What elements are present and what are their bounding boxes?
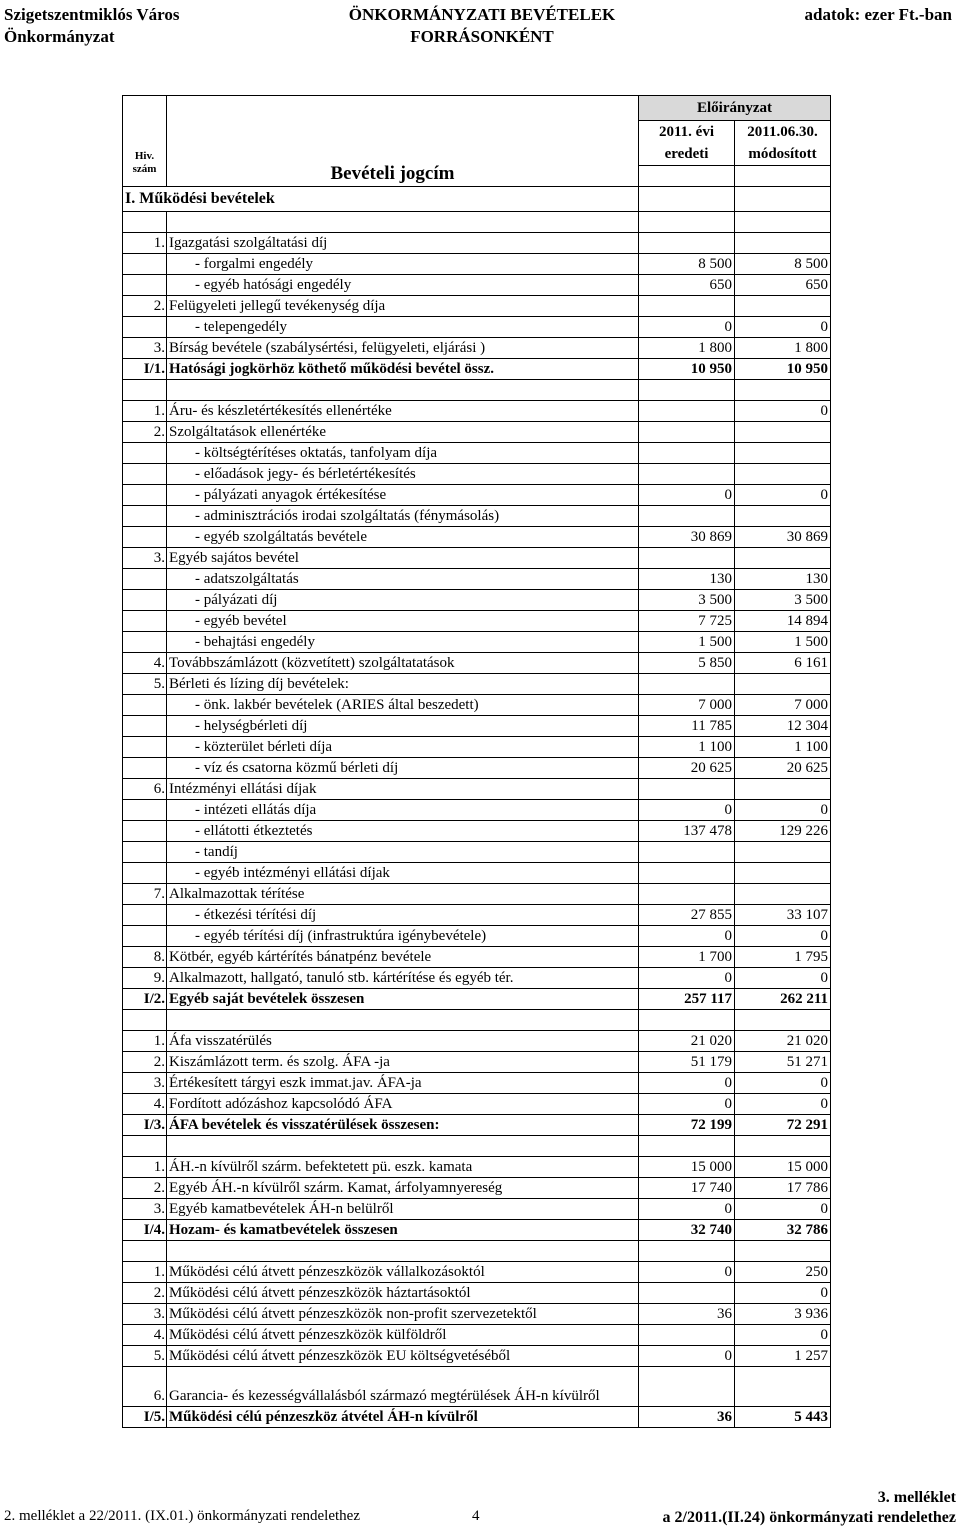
row-modified-value: 0 <box>735 401 831 422</box>
row-original-value: 137 478 <box>639 821 735 842</box>
row-modified-value: 17 786 <box>735 1178 831 1199</box>
row-original-value <box>639 548 735 569</box>
row-label: - egyéb intézményi ellátási díjak <box>167 863 639 884</box>
table-row <box>123 758 831 779</box>
row-original-value: 11 785 <box>639 716 735 737</box>
row-label: Hatósági jogkörhöz köthető működési bevétel össz. <box>167 359 639 380</box>
row-label: Garancia- és kezességvállalásból származó megtérülések ÁH-n kívülről <box>167 1367 639 1407</box>
row-modified-value: 32 786 <box>735 1220 831 1241</box>
row-original-value: 1 700 <box>639 947 735 968</box>
row-code: 5. <box>123 674 167 695</box>
row-original-value <box>639 1283 735 1304</box>
row-original-value: 0 <box>639 1073 735 1094</box>
row-code: 1. <box>123 401 167 422</box>
table-row <box>123 653 831 674</box>
table-row <box>123 863 831 884</box>
page-number: 4 <box>472 1508 480 1524</box>
row-modified-value: 6 161 <box>735 653 831 674</box>
row-label: - ellátotti étkeztetés <box>167 821 639 842</box>
table-row <box>123 548 831 569</box>
subtotal-row <box>123 359 831 380</box>
row-original-value <box>639 863 735 884</box>
row-label: Működési célú átvett pénzeszközök EU költségvetéséből <box>167 1346 639 1367</box>
row-label: - forgalmi engedély <box>167 254 639 275</box>
row-code: 2. <box>123 1052 167 1073</box>
table-row <box>123 1325 831 1346</box>
row-code: 2. <box>123 1283 167 1304</box>
row-label: Kiszámlázott term. és szolg. ÁFA -ja <box>167 1052 639 1073</box>
hiv-header <box>123 96 167 187</box>
row-original-value: 21 020 <box>639 1031 735 1052</box>
row-code: 1. <box>123 1262 167 1283</box>
row-label: - behajtási engedély <box>167 632 639 653</box>
table-row <box>123 821 831 842</box>
row-original-value: 0 <box>639 1346 735 1367</box>
row-original-value: 7 000 <box>639 695 735 716</box>
table-row <box>123 1052 831 1073</box>
spacer-row <box>123 1010 831 1031</box>
table-row <box>123 233 831 254</box>
original-col-line2: eredeti <box>664 146 709 162</box>
row-code: 1. <box>123 1031 167 1052</box>
row-code: 1. <box>123 233 167 254</box>
row-modified-value <box>735 863 831 884</box>
row-code <box>123 905 167 926</box>
row-code <box>123 800 167 821</box>
row-code: 9. <box>123 968 167 989</box>
modified-col-line1: 2011.06.30. <box>747 124 818 140</box>
table-row <box>123 779 831 800</box>
subtotal-row <box>123 1115 831 1136</box>
row-code: 6. <box>123 1367 167 1407</box>
municipality-name <box>4 4 180 48</box>
row-original-value: 0 <box>639 1199 735 1220</box>
row-modified-value: 72 291 <box>735 1115 831 1136</box>
row-modified-value <box>735 1367 831 1407</box>
row-label: Áfa visszatérülés <box>167 1031 639 1052</box>
table-row <box>123 968 831 989</box>
row-label: ÁH.-n kívülről szárm. befektetett pü. eszk. kamata <box>167 1157 639 1178</box>
table-row <box>123 632 831 653</box>
table-row <box>123 611 831 632</box>
row-code: 2. <box>123 296 167 317</box>
row-label: Működési célú átvett pénzeszközök vállalkozásoktól <box>167 1262 639 1283</box>
row-label: Egyéb ÁH.-n kívülről szárm. Kamat, árfolyamnyereség <box>167 1178 639 1199</box>
table-row <box>123 275 831 296</box>
row-code: 2. <box>123 1178 167 1199</box>
row-modified-value <box>735 506 831 527</box>
row-code <box>123 821 167 842</box>
revenue-table-body <box>123 96 831 1428</box>
row-original-value: 0 <box>639 1094 735 1115</box>
row-original-value: 30 869 <box>639 527 735 548</box>
subtotal-row <box>123 1407 831 1428</box>
table-row <box>123 842 831 863</box>
row-label: - intézeti ellátás díja <box>167 800 639 821</box>
row-label: - egyéb térítési díj (infrastruktúra igénybevétele) <box>167 926 639 947</box>
table-row <box>123 401 831 422</box>
row-code: 3. <box>123 1073 167 1094</box>
row-code: 5. <box>123 1346 167 1367</box>
row-label: Kötbér, egyéb kártérítés bánatpénz bevétele <box>167 947 639 968</box>
row-original-value: 0 <box>639 926 735 947</box>
row-label: Értékesített tárgyi eszk immat.jav. ÁFA-ja <box>167 1073 639 1094</box>
original-col-line1: 2011. évi <box>659 124 714 140</box>
table-row <box>123 317 831 338</box>
row-label: - egyéb bevétel <box>167 611 639 632</box>
row-modified-value: 20 625 <box>735 758 831 779</box>
table-row <box>123 884 831 905</box>
table-row <box>123 1094 831 1115</box>
szam-label: szám <box>132 163 157 175</box>
table-row <box>123 1304 831 1325</box>
row-modified-value: 5 443 <box>735 1407 831 1428</box>
row-modified-value: 33 107 <box>735 905 831 926</box>
table-row <box>123 800 831 821</box>
row-original-value: 7 725 <box>639 611 735 632</box>
row-code: 3. <box>123 338 167 359</box>
row-label: Bérleti és lízing díj bevételek: <box>167 674 639 695</box>
document-title-line1: ÖNKORMÁNYZATI BEVÉTELEK <box>348 5 616 24</box>
table-row <box>123 674 831 695</box>
row-original-value: 8 500 <box>639 254 735 275</box>
table-row <box>123 485 831 506</box>
row-modified-value: 15 000 <box>735 1157 831 1178</box>
table-row <box>123 1283 831 1304</box>
original-col-header <box>639 121 735 166</box>
row-label: Működési célú átvett pénzeszközök külföldről <box>167 1325 639 1346</box>
row-original-value <box>639 884 735 905</box>
row-original-value: 257 117 <box>639 989 735 1010</box>
section-title: I. Működési bevételek <box>123 187 639 212</box>
row-original-value: 1 100 <box>639 737 735 758</box>
row-modified-value: 0 <box>735 1094 831 1115</box>
footer-annex-line2: a 2/2011.(II.24) önkormányzati rendelethez <box>662 1509 956 1526</box>
eloiranyzat-header: Előirányzat <box>639 96 831 121</box>
row-original-value: 51 179 <box>639 1052 735 1073</box>
row-original-value <box>639 422 735 443</box>
table-row <box>123 716 831 737</box>
row-original-value: 1 800 <box>639 338 735 359</box>
row-modified-value: 10 950 <box>735 359 831 380</box>
row-label: - adminisztrációs irodai szolgáltatás (fénymásolás) <box>167 506 639 527</box>
row-code <box>123 254 167 275</box>
table-row <box>123 296 831 317</box>
row-code: 8. <box>123 947 167 968</box>
table-row <box>123 443 831 464</box>
row-label: - költségtérítéses oktatás, tanfolyam díja <box>167 443 639 464</box>
row-label: - egyéb hatósági engedély <box>167 275 639 296</box>
row-label: Működési célú átvett pénzeszközök non-profit szervezetektől <box>167 1304 639 1325</box>
row-code: 4. <box>123 1094 167 1115</box>
modified-col-line2: módosított <box>748 146 817 162</box>
row-original-value: 72 199 <box>639 1115 735 1136</box>
row-modified-value: 0 <box>735 1199 831 1220</box>
section-title-row <box>123 187 831 212</box>
row-modified-value: 1 500 <box>735 632 831 653</box>
row-original-value: 10 950 <box>639 359 735 380</box>
row-label: - önk. lakbér bevételek (ARIES által beszedett) <box>167 695 639 716</box>
row-code: 6. <box>123 779 167 800</box>
row-modified-value: 1 100 <box>735 737 831 758</box>
table-row <box>123 464 831 485</box>
row-code <box>123 632 167 653</box>
row-modified-value: 650 <box>735 275 831 296</box>
row-label: - víz és csatorna közmű bérleti díj <box>167 758 639 779</box>
row-code <box>123 737 167 758</box>
row-label: Egyéb sajátos bevétel <box>167 548 639 569</box>
row-original-value <box>639 506 735 527</box>
row-original-value <box>639 779 735 800</box>
row-modified-value <box>735 548 831 569</box>
document-title <box>332 4 632 48</box>
subtotal-row <box>123 989 831 1010</box>
row-modified-value: 0 <box>735 1325 831 1346</box>
row-code <box>123 275 167 296</box>
row-original-value: 0 <box>639 800 735 821</box>
municipality-line1: Szigetszentmiklós Város <box>4 5 180 24</box>
row-label: - pályázati díj <box>167 590 639 611</box>
footer-annex-title <box>663 1488 956 1528</box>
table-row <box>123 947 831 968</box>
row-modified-value: 0 <box>735 968 831 989</box>
table-row <box>123 254 831 275</box>
row-original-value <box>639 1367 735 1407</box>
row-original-value <box>639 401 735 422</box>
spacer-row <box>123 1241 831 1262</box>
row-label: Működési célú pénzeszköz átvétel ÁH-n kívülről <box>167 1407 639 1428</box>
row-original-value: 32 740 <box>639 1220 735 1241</box>
row-modified-value: 0 <box>735 800 831 821</box>
row-label: - helységbérleti díj <box>167 716 639 737</box>
row-label: Igazgatási szolgáltatási díj <box>167 233 639 254</box>
footer-annex-note: 2. melléklet a 22/2011. (IX.01.) önkormányzati rendelethez <box>4 1508 360 1524</box>
row-label: - egyéb szolgáltatás bevétele <box>167 527 639 548</box>
row-original-value <box>639 842 735 863</box>
row-modified-value: 1 257 <box>735 1346 831 1367</box>
row-original-value: 20 625 <box>639 758 735 779</box>
row-original-value: 15 000 <box>639 1157 735 1178</box>
row-modified-value: 3 936 <box>735 1304 831 1325</box>
jogcim-header <box>167 96 639 187</box>
row-original-value <box>639 1325 735 1346</box>
row-original-value <box>639 674 735 695</box>
row-label: Hozam- és kamatbevételek összesen <box>167 1220 639 1241</box>
row-label: - étkezési térítési díj <box>167 905 639 926</box>
row-code: 3. <box>123 1304 167 1325</box>
subtotal-row <box>123 1220 831 1241</box>
table-row <box>123 905 831 926</box>
row-original-value: 36 <box>639 1304 735 1325</box>
row-modified-value: 250 <box>735 1262 831 1283</box>
row-code <box>123 443 167 464</box>
row-original-value: 3 500 <box>639 590 735 611</box>
row-modified-value: 0 <box>735 1283 831 1304</box>
row-code <box>123 569 167 590</box>
municipality-line2: Önkormányzat <box>4 27 115 46</box>
table-row <box>123 422 831 443</box>
row-modified-value <box>735 842 831 863</box>
row-code <box>123 506 167 527</box>
row-modified-value: 1 795 <box>735 947 831 968</box>
row-modified-value: 7 000 <box>735 695 831 716</box>
row-modified-value: 1 800 <box>735 338 831 359</box>
row-code <box>123 485 167 506</box>
row-original-value <box>639 464 735 485</box>
table-row <box>123 1031 831 1052</box>
table-row <box>123 1346 831 1367</box>
table-row <box>123 737 831 758</box>
row-label: Fordított adózáshoz kapcsolódó ÁFA <box>167 1094 639 1115</box>
row-modified-value <box>735 674 831 695</box>
jogcim-label: Bevételi jogcím <box>330 163 455 184</box>
unit-note: adatok: ezer Ft.-ban <box>804 5 952 24</box>
row-code: I/1. <box>123 359 167 380</box>
row-original-value: 17 740 <box>639 1178 735 1199</box>
row-label: Szolgáltatások ellenértéke <box>167 422 639 443</box>
row-original-value: 36 <box>639 1407 735 1428</box>
table-row <box>123 569 831 590</box>
row-label: - közterület bérleti díja <box>167 737 639 758</box>
row-code <box>123 317 167 338</box>
row-original-value <box>639 233 735 254</box>
table-row <box>123 590 831 611</box>
row-label: Áru- és készletértékesítés ellenértéke <box>167 401 639 422</box>
row-code: 7. <box>123 884 167 905</box>
row-code: I/2. <box>123 989 167 1010</box>
row-modified-value <box>735 884 831 905</box>
row-code <box>123 863 167 884</box>
table-row <box>123 338 831 359</box>
row-modified-value <box>735 422 831 443</box>
row-modified-value: 130 <box>735 569 831 590</box>
table-row <box>123 1262 831 1283</box>
row-code <box>123 695 167 716</box>
row-original-value: 0 <box>639 485 735 506</box>
table-row <box>123 1178 831 1199</box>
row-modified-value: 12 304 <box>735 716 831 737</box>
row-original-value: 0 <box>639 1262 735 1283</box>
row-modified-value <box>735 443 831 464</box>
row-code: 3. <box>123 548 167 569</box>
row-code <box>123 758 167 779</box>
modified-col-header <box>735 121 831 166</box>
row-code: 4. <box>123 653 167 674</box>
row-label: Bírság bevétele (szabálysértési, felügyeleti, eljárási ) <box>167 338 639 359</box>
row-code: 4. <box>123 1325 167 1346</box>
spacer-row <box>123 212 831 233</box>
row-label: Intézményi ellátási díjak <box>167 779 639 800</box>
row-original-value: 650 <box>639 275 735 296</box>
row-modified-value <box>735 464 831 485</box>
table-row <box>123 695 831 716</box>
spacer-row <box>123 1136 831 1157</box>
spacer-row <box>123 380 831 401</box>
table-row <box>123 506 831 527</box>
row-code <box>123 464 167 485</box>
row-original-value: 0 <box>639 968 735 989</box>
row-modified-value: 262 211 <box>735 989 831 1010</box>
row-label: Felügyeleti jellegű tevékenység díja <box>167 296 639 317</box>
row-code: 1. <box>123 1157 167 1178</box>
row-modified-value: 30 869 <box>735 527 831 548</box>
row-original-value <box>639 443 735 464</box>
row-code: I/5. <box>123 1407 167 1428</box>
row-label: - előadások jegy- és bérletértékesítés <box>167 464 639 485</box>
row-original-value: 27 855 <box>639 905 735 926</box>
row-original-value: 0 <box>639 317 735 338</box>
row-modified-value <box>735 296 831 317</box>
row-modified-value: 51 271 <box>735 1052 831 1073</box>
hiv-label: Hiv. <box>134 150 155 162</box>
row-code <box>123 527 167 548</box>
row-original-value: 1 500 <box>639 632 735 653</box>
row-modified-value: 8 500 <box>735 254 831 275</box>
table-row <box>123 527 831 548</box>
row-code <box>123 842 167 863</box>
row-label: - telepengedély <box>167 317 639 338</box>
row-code: 3. <box>123 1199 167 1220</box>
row-modified-value: 3 500 <box>735 590 831 611</box>
row-code <box>123 611 167 632</box>
row-label: - pályázati anyagok értékesítése <box>167 485 639 506</box>
row-original-value: 5 850 <box>639 653 735 674</box>
row-label: Alkalmazott, hallgató, tanuló stb. kártérítése és egyéb tér. <box>167 968 639 989</box>
row-modified-value <box>735 779 831 800</box>
table-row <box>123 1199 831 1220</box>
row-modified-value: 0 <box>735 485 831 506</box>
table-row <box>123 1157 831 1178</box>
footer-annex-line1: 3. melléklet <box>877 1489 956 1506</box>
row-code: I/3. <box>123 1115 167 1136</box>
row-label: Alkalmazottak térítése <box>167 884 639 905</box>
row-original-value <box>639 296 735 317</box>
row-code <box>123 716 167 737</box>
row-code: 2. <box>123 422 167 443</box>
row-label: ÁFA bevételek és visszatérülések összesen: <box>167 1115 639 1136</box>
row-modified-value: 129 226 <box>735 821 831 842</box>
row-code: I/4. <box>123 1220 167 1241</box>
row-code <box>123 590 167 611</box>
row-label: - adatszolgáltatás <box>167 569 639 590</box>
document-title-line2: FORRÁSONKÉNT <box>410 27 554 46</box>
row-label: Egyéb kamatbevételek ÁH-n belülről <box>167 1199 639 1220</box>
row-modified-value: 0 <box>735 926 831 947</box>
table-row <box>123 1367 831 1407</box>
row-original-value: 130 <box>639 569 735 590</box>
row-modified-value: 0 <box>735 1073 831 1094</box>
row-modified-value <box>735 233 831 254</box>
row-label: Működési célú átvett pénzeszközök háztartásoktól <box>167 1283 639 1304</box>
row-modified-value: 21 020 <box>735 1031 831 1052</box>
row-label: Egyéb saját bevételek összesen <box>167 989 639 1010</box>
revenue-table <box>122 95 831 1428</box>
row-modified-value: 14 894 <box>735 611 831 632</box>
table-row <box>123 1073 831 1094</box>
row-code <box>123 926 167 947</box>
row-label: Továbbszámlázott (közvetített) szolgáltatatások <box>167 653 639 674</box>
table-row <box>123 926 831 947</box>
row-label: - tandíj <box>167 842 639 863</box>
row-modified-value: 0 <box>735 317 831 338</box>
table-head-row-1 <box>123 96 831 121</box>
